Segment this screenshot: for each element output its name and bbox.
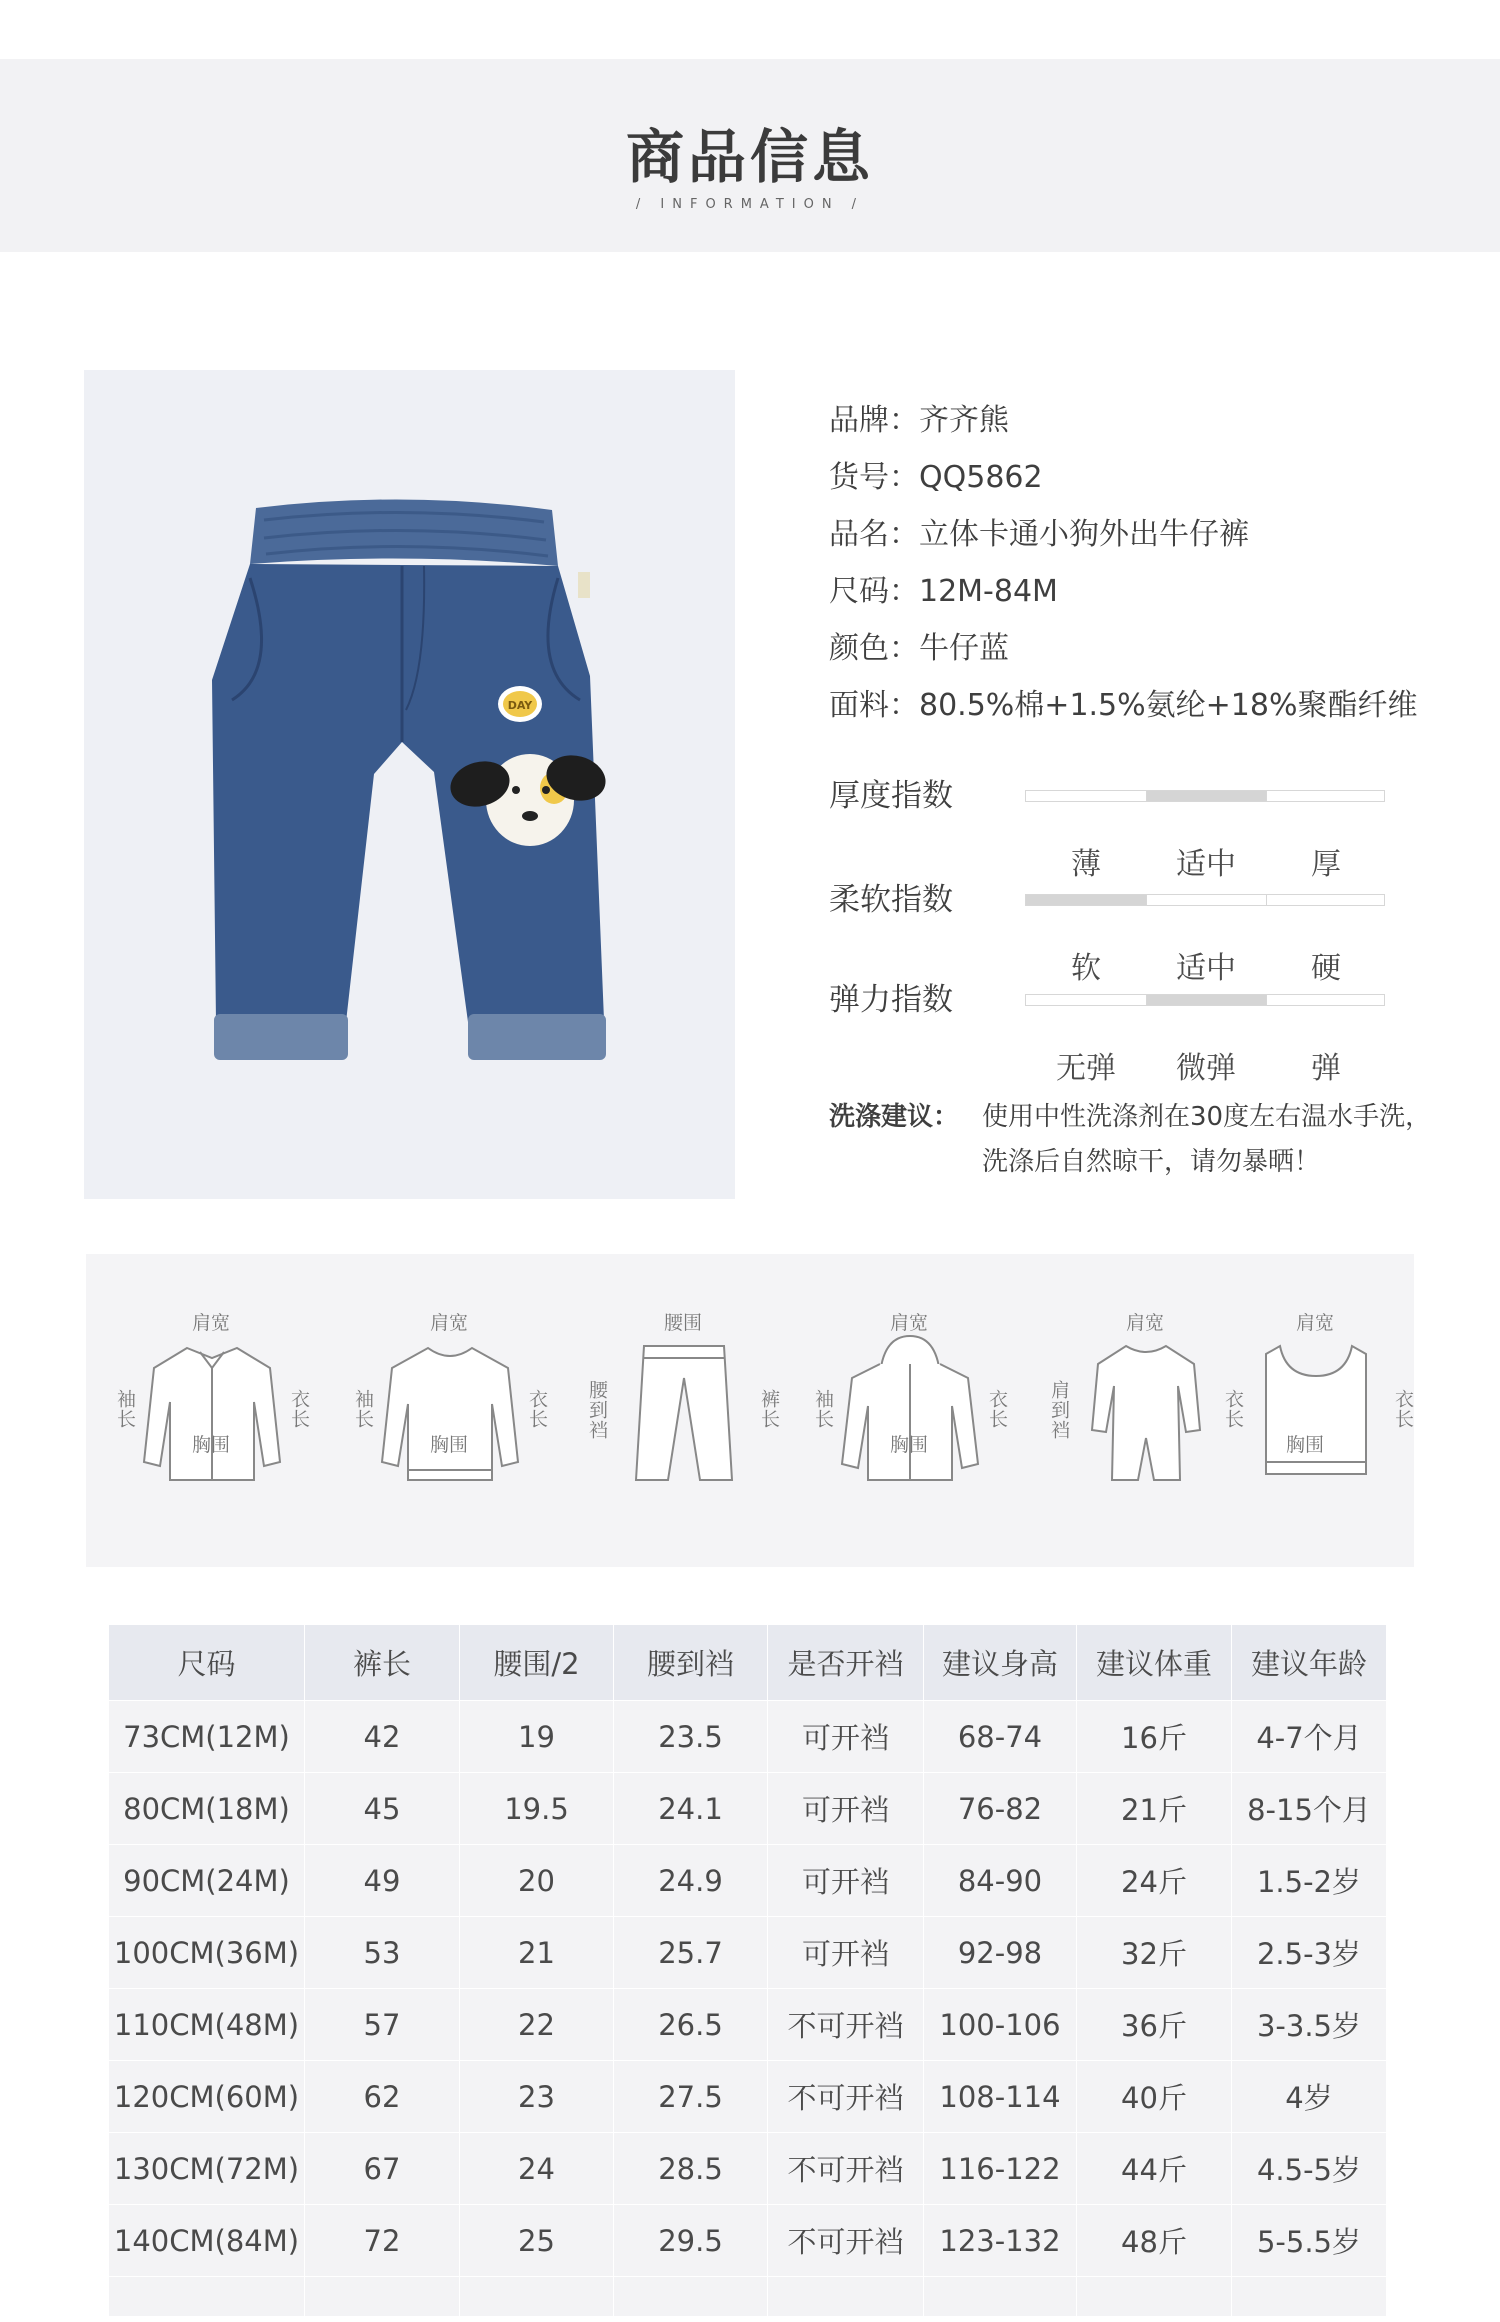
table-cell: 48斤 — [1077, 2205, 1232, 2277]
table-row-empty — [109, 2277, 1387, 2317]
table-cell-empty — [614, 2277, 768, 2317]
table-cell: 29.5 — [614, 2205, 768, 2277]
jeans-illustration — [84, 370, 735, 1199]
guide-center-label: 胸围 — [192, 1434, 231, 1456]
guide-left-label: 肩到裆 — [1048, 1380, 1070, 1440]
index-label: 厚度指数 — [829, 778, 953, 814]
guide-top-label: 腰围 — [664, 1312, 703, 1334]
guide-center-label: 胸围 — [890, 1434, 929, 1456]
table-row — [109, 1773, 1387, 1845]
index-tick: 硬 — [1311, 951, 1341, 986]
table-cell: 2.5-3岁 — [1232, 1917, 1387, 1989]
table-cell: 4-7个月 — [1232, 1701, 1387, 1773]
table-cell: 100-106 — [924, 1989, 1077, 2061]
table-cell: 84-90 — [924, 1845, 1077, 1917]
table-cell: 57 — [305, 1989, 460, 2061]
index-tick: 微弹 — [1176, 1051, 1236, 1086]
table-row — [109, 1917, 1387, 1989]
guide-top-label: 肩宽 — [430, 1312, 469, 1334]
table-cell: 8-15个月 — [1232, 1773, 1387, 1845]
table-header: 腰到裆 — [614, 1625, 768, 1701]
table-cell: 100CM(36M) — [109, 1917, 305, 1989]
table-header-row — [109, 1625, 1387, 1701]
guide-item-shirt — [112, 1254, 312, 1567]
table-cell: 20 — [460, 1845, 614, 1917]
table-header: 建议体重 — [1077, 1625, 1232, 1701]
index-bar — [1025, 994, 1385, 1086]
table-row — [109, 2133, 1387, 2205]
info-name: 品名：立体卡通小狗外出牛仔裤 — [829, 517, 1249, 552]
table-cell: 68-74 — [924, 1701, 1077, 1773]
table-cell: 23 — [460, 2061, 614, 2133]
guide-left-label: 袖长 — [352, 1389, 374, 1429]
table-cell: 5-5.5岁 — [1232, 2205, 1387, 2277]
table-cell: 24.9 — [614, 1845, 768, 1917]
table-cell: 26.5 — [614, 1989, 768, 2061]
guide-item-hoodie — [810, 1254, 1010, 1567]
index-selected-segment — [1146, 791, 1266, 801]
table-row — [109, 1701, 1387, 1773]
product-photo — [84, 370, 735, 1199]
washing-line-2: 洗涤后自然晾干，请勿暴晒！ — [982, 1147, 1321, 1177]
guide-top-label: 肩宽 — [890, 1312, 929, 1334]
table-header: 腰围/2 — [460, 1625, 614, 1701]
washing-line-1: 使用中性洗涤剂在30度左右温水手洗， — [982, 1102, 1432, 1132]
table-cell: 不可开裆 — [768, 2205, 924, 2277]
table-cell-empty — [1232, 2277, 1387, 2317]
guide-top-label: 肩宽 — [1296, 1312, 1335, 1334]
table-cell: 76-82 — [924, 1773, 1077, 1845]
table-cell: 67 — [305, 2133, 460, 2205]
table-row — [109, 1989, 1387, 2061]
table-cell: 28.5 — [614, 2133, 768, 2205]
table-cell-empty — [924, 2277, 1077, 2317]
table-cell-empty — [305, 2277, 460, 2317]
table-cell: 23.5 — [614, 1701, 768, 1773]
guide-center-label: 胸围 — [1286, 1434, 1325, 1456]
guide-item-vest — [1216, 1254, 1416, 1567]
table-header: 尺码 — [109, 1625, 305, 1701]
romper-icon — [1086, 1334, 1206, 1484]
table-cell: 116-122 — [924, 2133, 1077, 2205]
index-tick: 适中 — [1176, 847, 1236, 882]
guide-item-pants — [584, 1254, 784, 1567]
table-cell: 24 — [460, 2133, 614, 2205]
measurement-guide — [86, 1254, 1414, 1567]
table-cell: 可开裆 — [768, 1917, 924, 1989]
table-cell: 53 — [305, 1917, 460, 1989]
table-cell: 90CM(24M) — [109, 1845, 305, 1917]
table-cell: 27.5 — [614, 2061, 768, 2133]
table-cell-empty — [460, 2277, 614, 2317]
table-cell: 110CM(48M) — [109, 1989, 305, 2061]
table-cell: 21斤 — [1077, 1773, 1232, 1845]
index-tick: 薄 — [1071, 847, 1101, 882]
table-cell: 36斤 — [1077, 1989, 1232, 2061]
index-tick: 适中 — [1176, 951, 1236, 986]
size-table — [108, 1624, 1387, 2317]
index-label: 柔软指数 — [829, 882, 953, 918]
table-cell: 44斤 — [1077, 2133, 1232, 2205]
index-label: 弹力指数 — [829, 982, 953, 1018]
pants-icon — [624, 1334, 744, 1484]
table-cell: 22 — [460, 1989, 614, 2061]
info-brand: 品牌：齐齐熊 — [829, 403, 1009, 438]
guide-right-label: 衣长 — [986, 1389, 1008, 1429]
guide-right-label: 衣长 — [288, 1389, 310, 1429]
table-cell: 123-132 — [924, 2205, 1077, 2277]
table-cell: 不可开裆 — [768, 2061, 924, 2133]
table-cell: 108-114 — [924, 2061, 1077, 2133]
table-cell: 73CM(12M) — [109, 1701, 305, 1773]
table-cell-empty — [109, 2277, 305, 2317]
info-header-band — [0, 59, 1500, 252]
section-title: 商品信息 — [625, 123, 874, 191]
table-cell: 1.5-2岁 — [1232, 1845, 1387, 1917]
table-header: 裤长 — [305, 1625, 460, 1701]
table-cell: 4.5-5岁 — [1232, 2133, 1387, 2205]
index-bar — [1025, 894, 1385, 986]
index-selected-segment — [1026, 895, 1146, 905]
table-cell: 19.5 — [460, 1773, 614, 1845]
table-cell: 19 — [460, 1701, 614, 1773]
table-cell: 24.1 — [614, 1773, 768, 1845]
index-bar — [1025, 790, 1385, 882]
product-info — [829, 392, 1469, 734]
table-cell: 4岁 — [1232, 2061, 1387, 2133]
guide-item-sweater — [350, 1254, 550, 1567]
vest-icon — [1256, 1334, 1376, 1484]
table-cell: 可开裆 — [768, 1701, 924, 1773]
table-cell: 32斤 — [1077, 1917, 1232, 1989]
guide-center-label: 胸围 — [430, 1434, 469, 1456]
guide-left-label: 袖长 — [812, 1389, 834, 1429]
table-header: 是否开裆 — [768, 1625, 924, 1701]
guide-right-label: 衣长 — [1392, 1389, 1414, 1429]
table-header: 建议身高 — [924, 1625, 1077, 1701]
badge-text: DAY — [507, 699, 533, 712]
table-cell-empty — [1077, 2277, 1232, 2317]
table-cell: 62 — [305, 2061, 460, 2133]
table-cell: 3-3.5岁 — [1232, 1989, 1387, 2061]
info-color: 颜色：牛仔蓝 — [829, 631, 1009, 666]
table-cell: 可开裆 — [768, 1773, 924, 1845]
table-cell: 24斤 — [1077, 1845, 1232, 1917]
table-cell: 72 — [305, 2205, 460, 2277]
hoodie-icon — [840, 1334, 980, 1484]
index-tick: 弹 — [1311, 1051, 1341, 1086]
table-header: 建议年龄 — [1232, 1625, 1387, 1701]
info-fabric: 面料：80.5%棉+1.5%氨纶+18%聚酯纤维 — [829, 688, 1418, 723]
table-cell: 42 — [305, 1701, 460, 1773]
guide-right-label: 衣长 — [1222, 1389, 1244, 1429]
index-tick: 厚 — [1311, 847, 1341, 882]
table-cell: 140CM(84M) — [109, 2205, 305, 2277]
shirt-icon — [142, 1334, 282, 1484]
guide-top-label: 肩宽 — [192, 1312, 231, 1334]
table-cell: 120CM(60M) — [109, 2061, 305, 2133]
washing-label: 洗涤建议： — [829, 1102, 960, 1132]
guide-left-label: 腰到裆 — [586, 1380, 608, 1440]
section-subtitle: / INFORMATION / — [635, 197, 865, 212]
table-cell: 不可开裆 — [768, 2133, 924, 2205]
index-selected-segment — [1146, 995, 1266, 1005]
guide-left-label: 袖长 — [114, 1389, 136, 1429]
table-row — [109, 2061, 1387, 2133]
table-cell: 130CM(72M) — [109, 2133, 305, 2205]
table-cell: 80CM(18M) — [109, 1773, 305, 1845]
guide-top-label: 肩宽 — [1126, 1312, 1165, 1334]
table-cell: 45 — [305, 1773, 460, 1845]
table-cell: 可开裆 — [768, 1845, 924, 1917]
index-tick: 软 — [1071, 951, 1101, 986]
info-size: 尺码：12M-84M — [829, 574, 1058, 609]
table-row — [109, 1845, 1387, 1917]
guide-right-label: 裤长 — [758, 1389, 780, 1429]
table-cell: 49 — [305, 1845, 460, 1917]
table-cell: 16斤 — [1077, 1701, 1232, 1773]
table-cell: 92-98 — [924, 1917, 1077, 1989]
index-tick: 无弹 — [1056, 1051, 1116, 1086]
table-cell: 25 — [460, 2205, 614, 2277]
table-cell: 不可开裆 — [768, 1989, 924, 2061]
table-row — [109, 2205, 1387, 2277]
table-cell: 40斤 — [1077, 2061, 1232, 2133]
sweater-icon — [380, 1334, 520, 1484]
info-sku: 货号：QQ5862 — [829, 460, 1043, 495]
table-cell: 21 — [460, 1917, 614, 1989]
table-cell: 25.7 — [614, 1917, 768, 1989]
guide-right-label: 衣长 — [526, 1389, 548, 1429]
table-cell-empty — [768, 2277, 924, 2317]
